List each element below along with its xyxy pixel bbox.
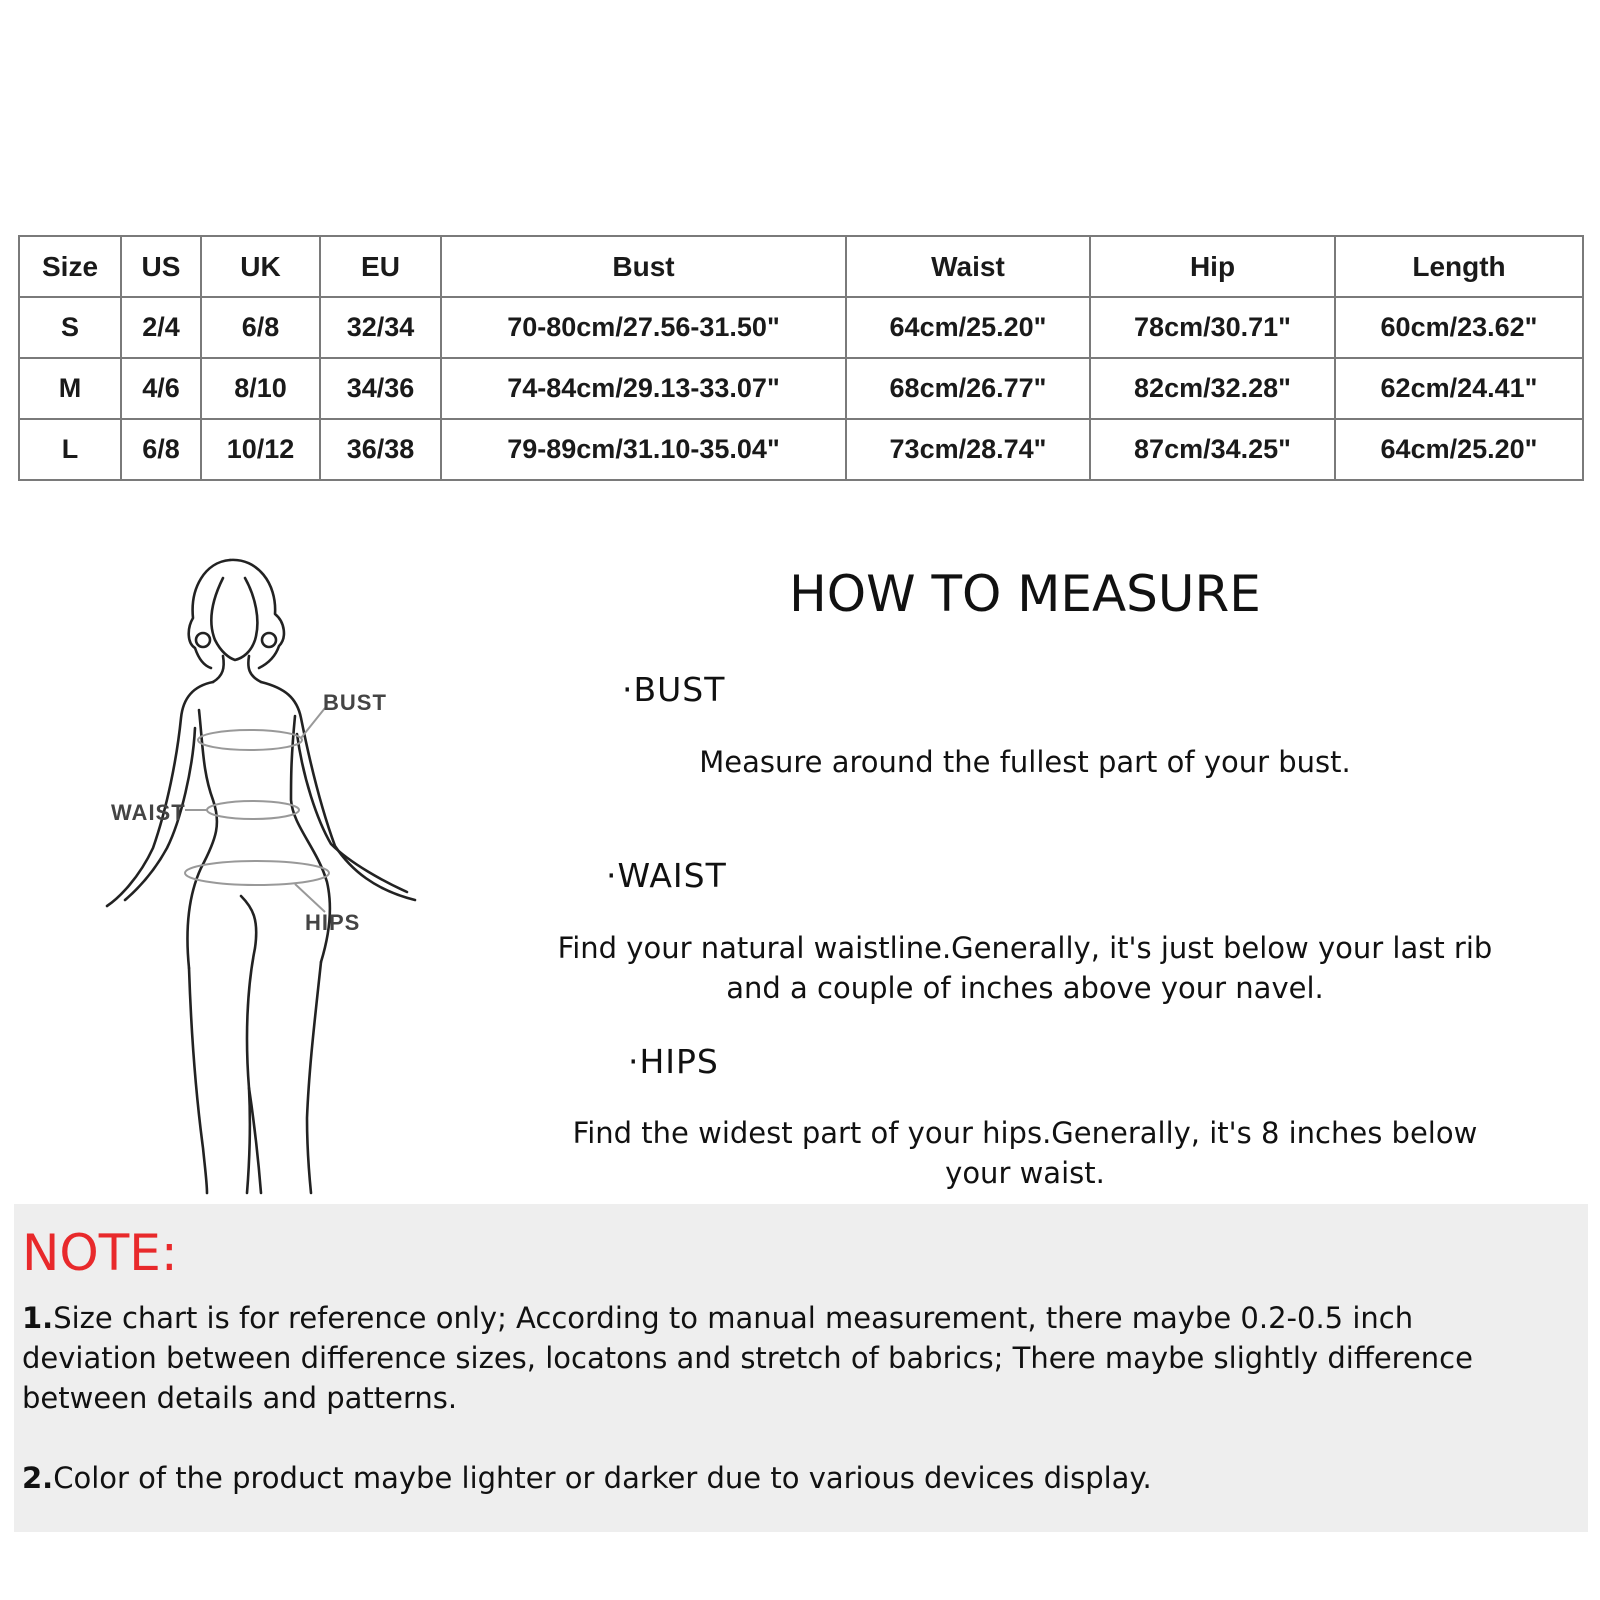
- note-item-2-number: 2.: [22, 1461, 54, 1495]
- cell-eu: 34/36: [320, 358, 441, 419]
- cell-hip: 78cm/30.71": [1090, 297, 1335, 358]
- cell-eu: 36/38: [320, 419, 441, 480]
- header-hip: Hip: [1090, 236, 1335, 297]
- cell-us: 4/6: [121, 358, 201, 419]
- cell-uk: 6/8: [201, 297, 320, 358]
- table-row: [19, 419, 1583, 480]
- hips-instructions: [520, 1113, 1530, 1193]
- cell-bust: 79-89cm/31.10-35.04": [441, 419, 846, 480]
- waist-label: WAIST: [111, 800, 186, 825]
- bust-label: BUST: [323, 690, 387, 715]
- hips-label: HIPS: [305, 910, 361, 935]
- waist-instructions-line-2: and a couple of inches above your navel.: [726, 971, 1324, 1005]
- header-size: Size: [19, 236, 121, 297]
- header-uk: UK: [201, 236, 320, 297]
- cell-size: L: [19, 419, 121, 480]
- table-row: [19, 358, 1583, 419]
- bust-instructions: Measure around the fullest part of your bust.: [699, 745, 1351, 779]
- cell-length: 60cm/23.62": [1335, 297, 1583, 358]
- cell-us: 2/4: [121, 297, 201, 358]
- bust-heading: ·BUST: [622, 670, 726, 709]
- cell-waist: 64cm/25.20": [846, 297, 1090, 358]
- size-chart-table: [18, 235, 1584, 481]
- note-item-2-text: Color of the product maybe lighter or darker due to various devices display.: [53, 1461, 1152, 1495]
- note-item-1-number: 1.: [22, 1301, 54, 1335]
- cell-length: 64cm/25.20": [1335, 419, 1583, 480]
- header-waist: Waist: [846, 236, 1090, 297]
- cell-hip: 82cm/32.28": [1090, 358, 1335, 419]
- cell-eu: 32/34: [320, 297, 441, 358]
- cell-bust: 70-80cm/27.56-31.50": [441, 297, 846, 358]
- note-item-2: [22, 1458, 1152, 1498]
- hips-instructions-line-2: your waist.: [945, 1156, 1105, 1190]
- header-eu: EU: [320, 236, 441, 297]
- body-outline-illustration: [95, 548, 435, 1198]
- cell-size: M: [19, 358, 121, 419]
- cell-us: 6/8: [121, 419, 201, 480]
- cell-uk: 8/10: [201, 358, 320, 419]
- note-title: NOTE:: [22, 1224, 178, 1282]
- cell-size: S: [19, 297, 121, 358]
- body-measurement-figure: [95, 548, 435, 1198]
- header-bust: Bust: [441, 236, 846, 297]
- note-item-1-line-3: between details and patterns.: [22, 1381, 458, 1415]
- note-item-1-line-1: Size chart is for reference only; According to manual measurement, there maybe 0.2-0.5 inch: [53, 1301, 1414, 1335]
- header-length: Length: [1335, 236, 1583, 297]
- cell-waist: 73cm/28.74": [846, 419, 1090, 480]
- note-item-1: [22, 1298, 1473, 1418]
- cell-length: 62cm/24.41": [1335, 358, 1583, 419]
- waist-instructions: [520, 928, 1530, 1008]
- table-header-row: [19, 236, 1583, 297]
- hips-instructions-line-1: Find the widest part of your hips.Generally, it's 8 inches below: [572, 1116, 1478, 1150]
- cell-bust: 74-84cm/29.13-33.07": [441, 358, 846, 419]
- waist-heading: ·WAIST: [606, 856, 727, 895]
- cell-uk: 10/12: [201, 419, 320, 480]
- cell-waist: 68cm/26.77": [846, 358, 1090, 419]
- waist-instructions-line-1: Find your natural waistline.Generally, it's just below your last rib: [557, 931, 1493, 965]
- how-to-measure-title: HOW TO MEASURE: [789, 565, 1261, 623]
- cell-hip: 87cm/34.25": [1090, 419, 1335, 480]
- note-panel: [14, 1204, 1588, 1532]
- header-us: US: [121, 236, 201, 297]
- hips-heading: ·HIPS: [628, 1042, 719, 1081]
- table-row: [19, 297, 1583, 358]
- note-item-1-line-2: deviation between difference sizes, locatons and stretch of babrics; There maybe slightly difference: [22, 1341, 1473, 1375]
